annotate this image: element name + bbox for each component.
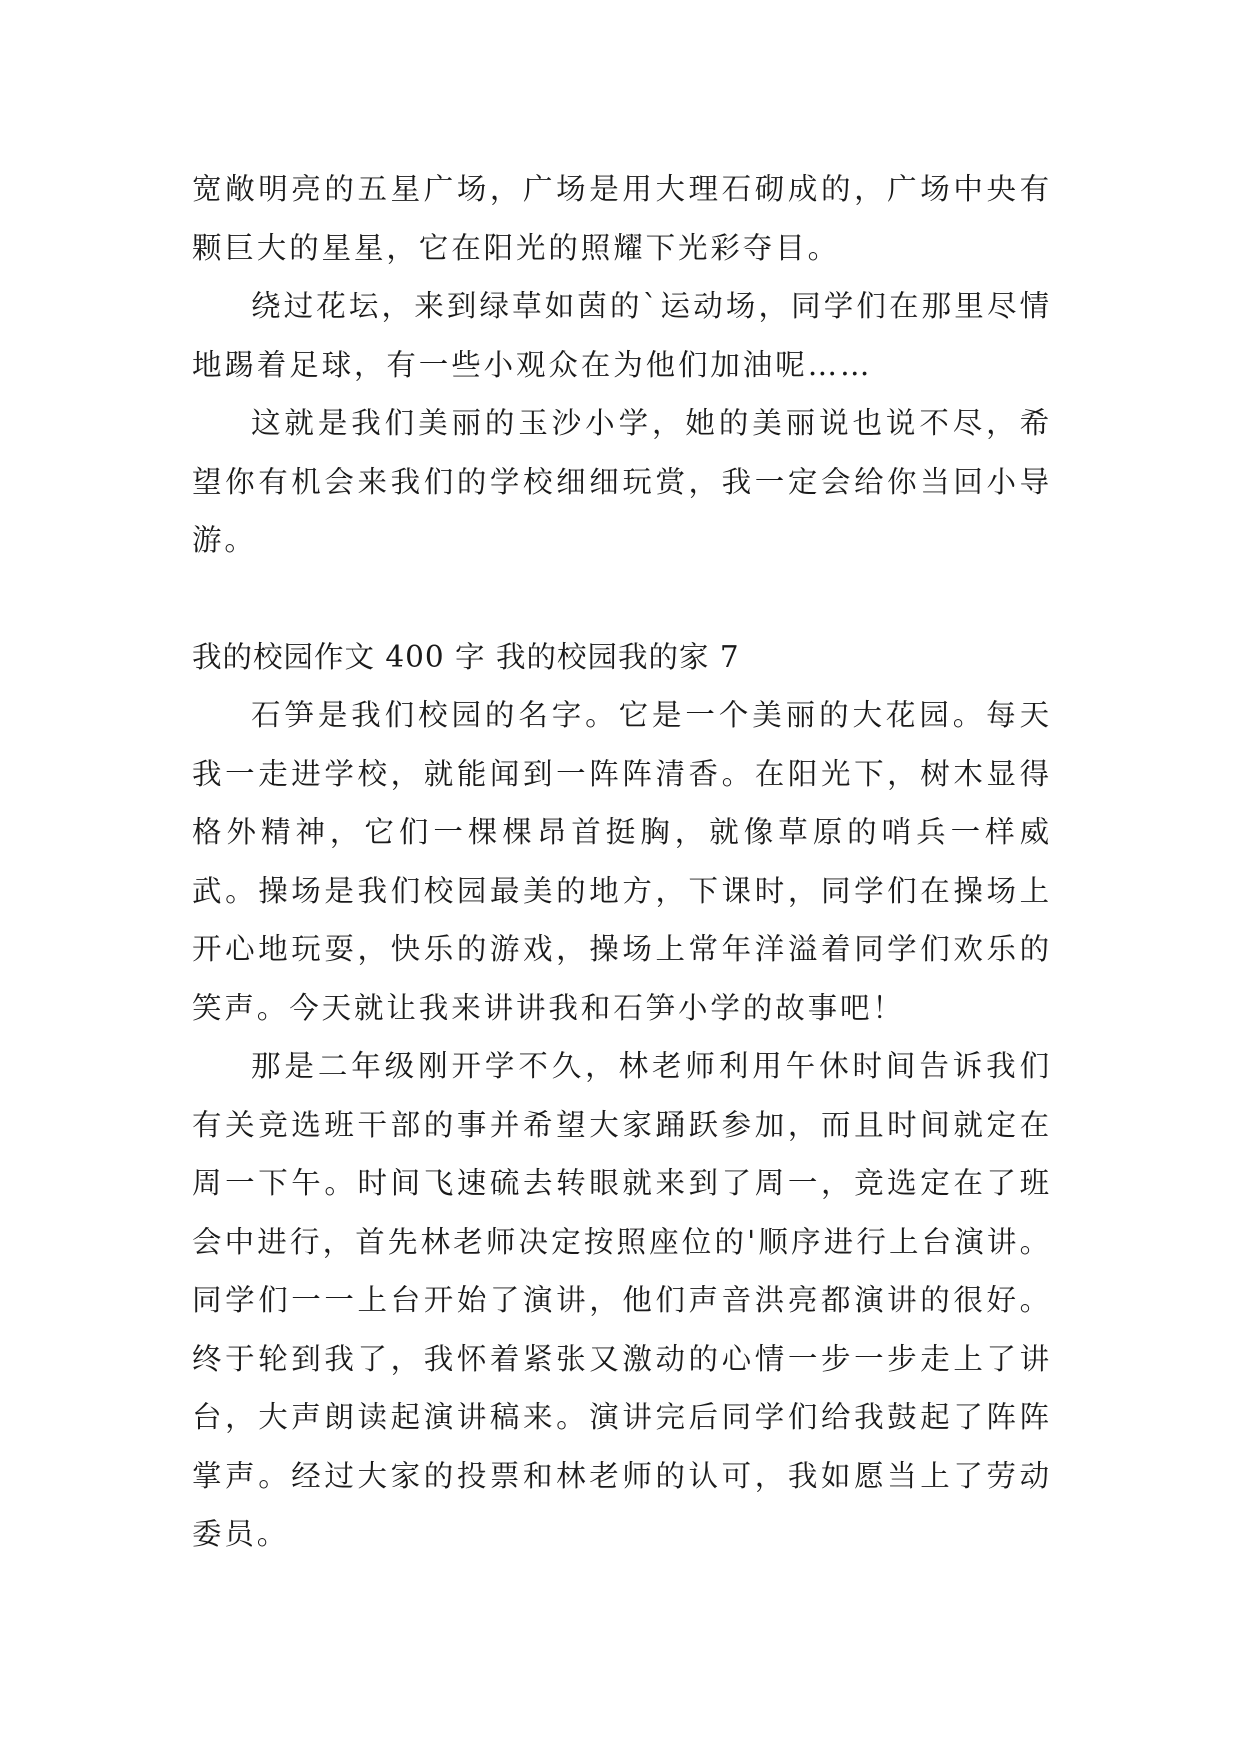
paragraph-yusha-school: 这就是我们美丽的玉沙小学，她的美丽说也说不尽，希望你有机会来我们的学校细细玩赏，我一定会给你当回小导游。 xyxy=(192,406,1052,557)
paragraph-shisun-campus: 石笋是我们校园的名字。它是一个美丽的大花园。每天我一走进学校，就能闻到一阵阵清香。在阳光下，树木显得格外精神，它们一棵棵昂首挺胸，就像草原的哨兵一样威武。操场是我们校园最美的地方，下课时，同学们在操场上开心地玩耍，快乐的游戏，操场上常年洋溢着同学们欢乐的笑声。今天就让我来讲讲我和石笋小学的故事吧！ xyxy=(192,698,1052,1025)
paragraph-class-election: 那是二年级刚开学不久，林老师利用午休时间告诉我们有关竞选班干部的事并希望大家踊跃参加，而且时间就定在周一下午。时间飞速硫去转眼就来到了周一，竞选定在了班会中进行，首先林老师决定按照座位的'顺序进行上台演讲。同学们一一上台开始了演讲，他们声音洪亮都演讲的很好。终于轮到我了，我怀着紧张又激动的心情一步一步走上了讲台，大声朗读起演讲稿来。演讲完后同学们给我鼓起了阵阵掌声。经过大家的投票和林老师的认可，我如愿当上了劳动委员。 xyxy=(192,1049,1052,1551)
paragraph-sports-field: 绕过花坛，来到绿草如茵的`运动场，同学们在那里尽情地踢着足球，有一些小观众在为他们加油呢…… xyxy=(192,289,1052,382)
document-body xyxy=(192,160,1052,1564)
essay-heading: 我的校园作文 400 字 我的校园我的家 7 xyxy=(192,639,740,674)
paragraph-plaza: 宽敞明亮的五星广场，广场是用大理石砌成的，广场中央有颗巨大的星星，它在阳光的照耀下光彩夺目。 xyxy=(192,172,1052,265)
